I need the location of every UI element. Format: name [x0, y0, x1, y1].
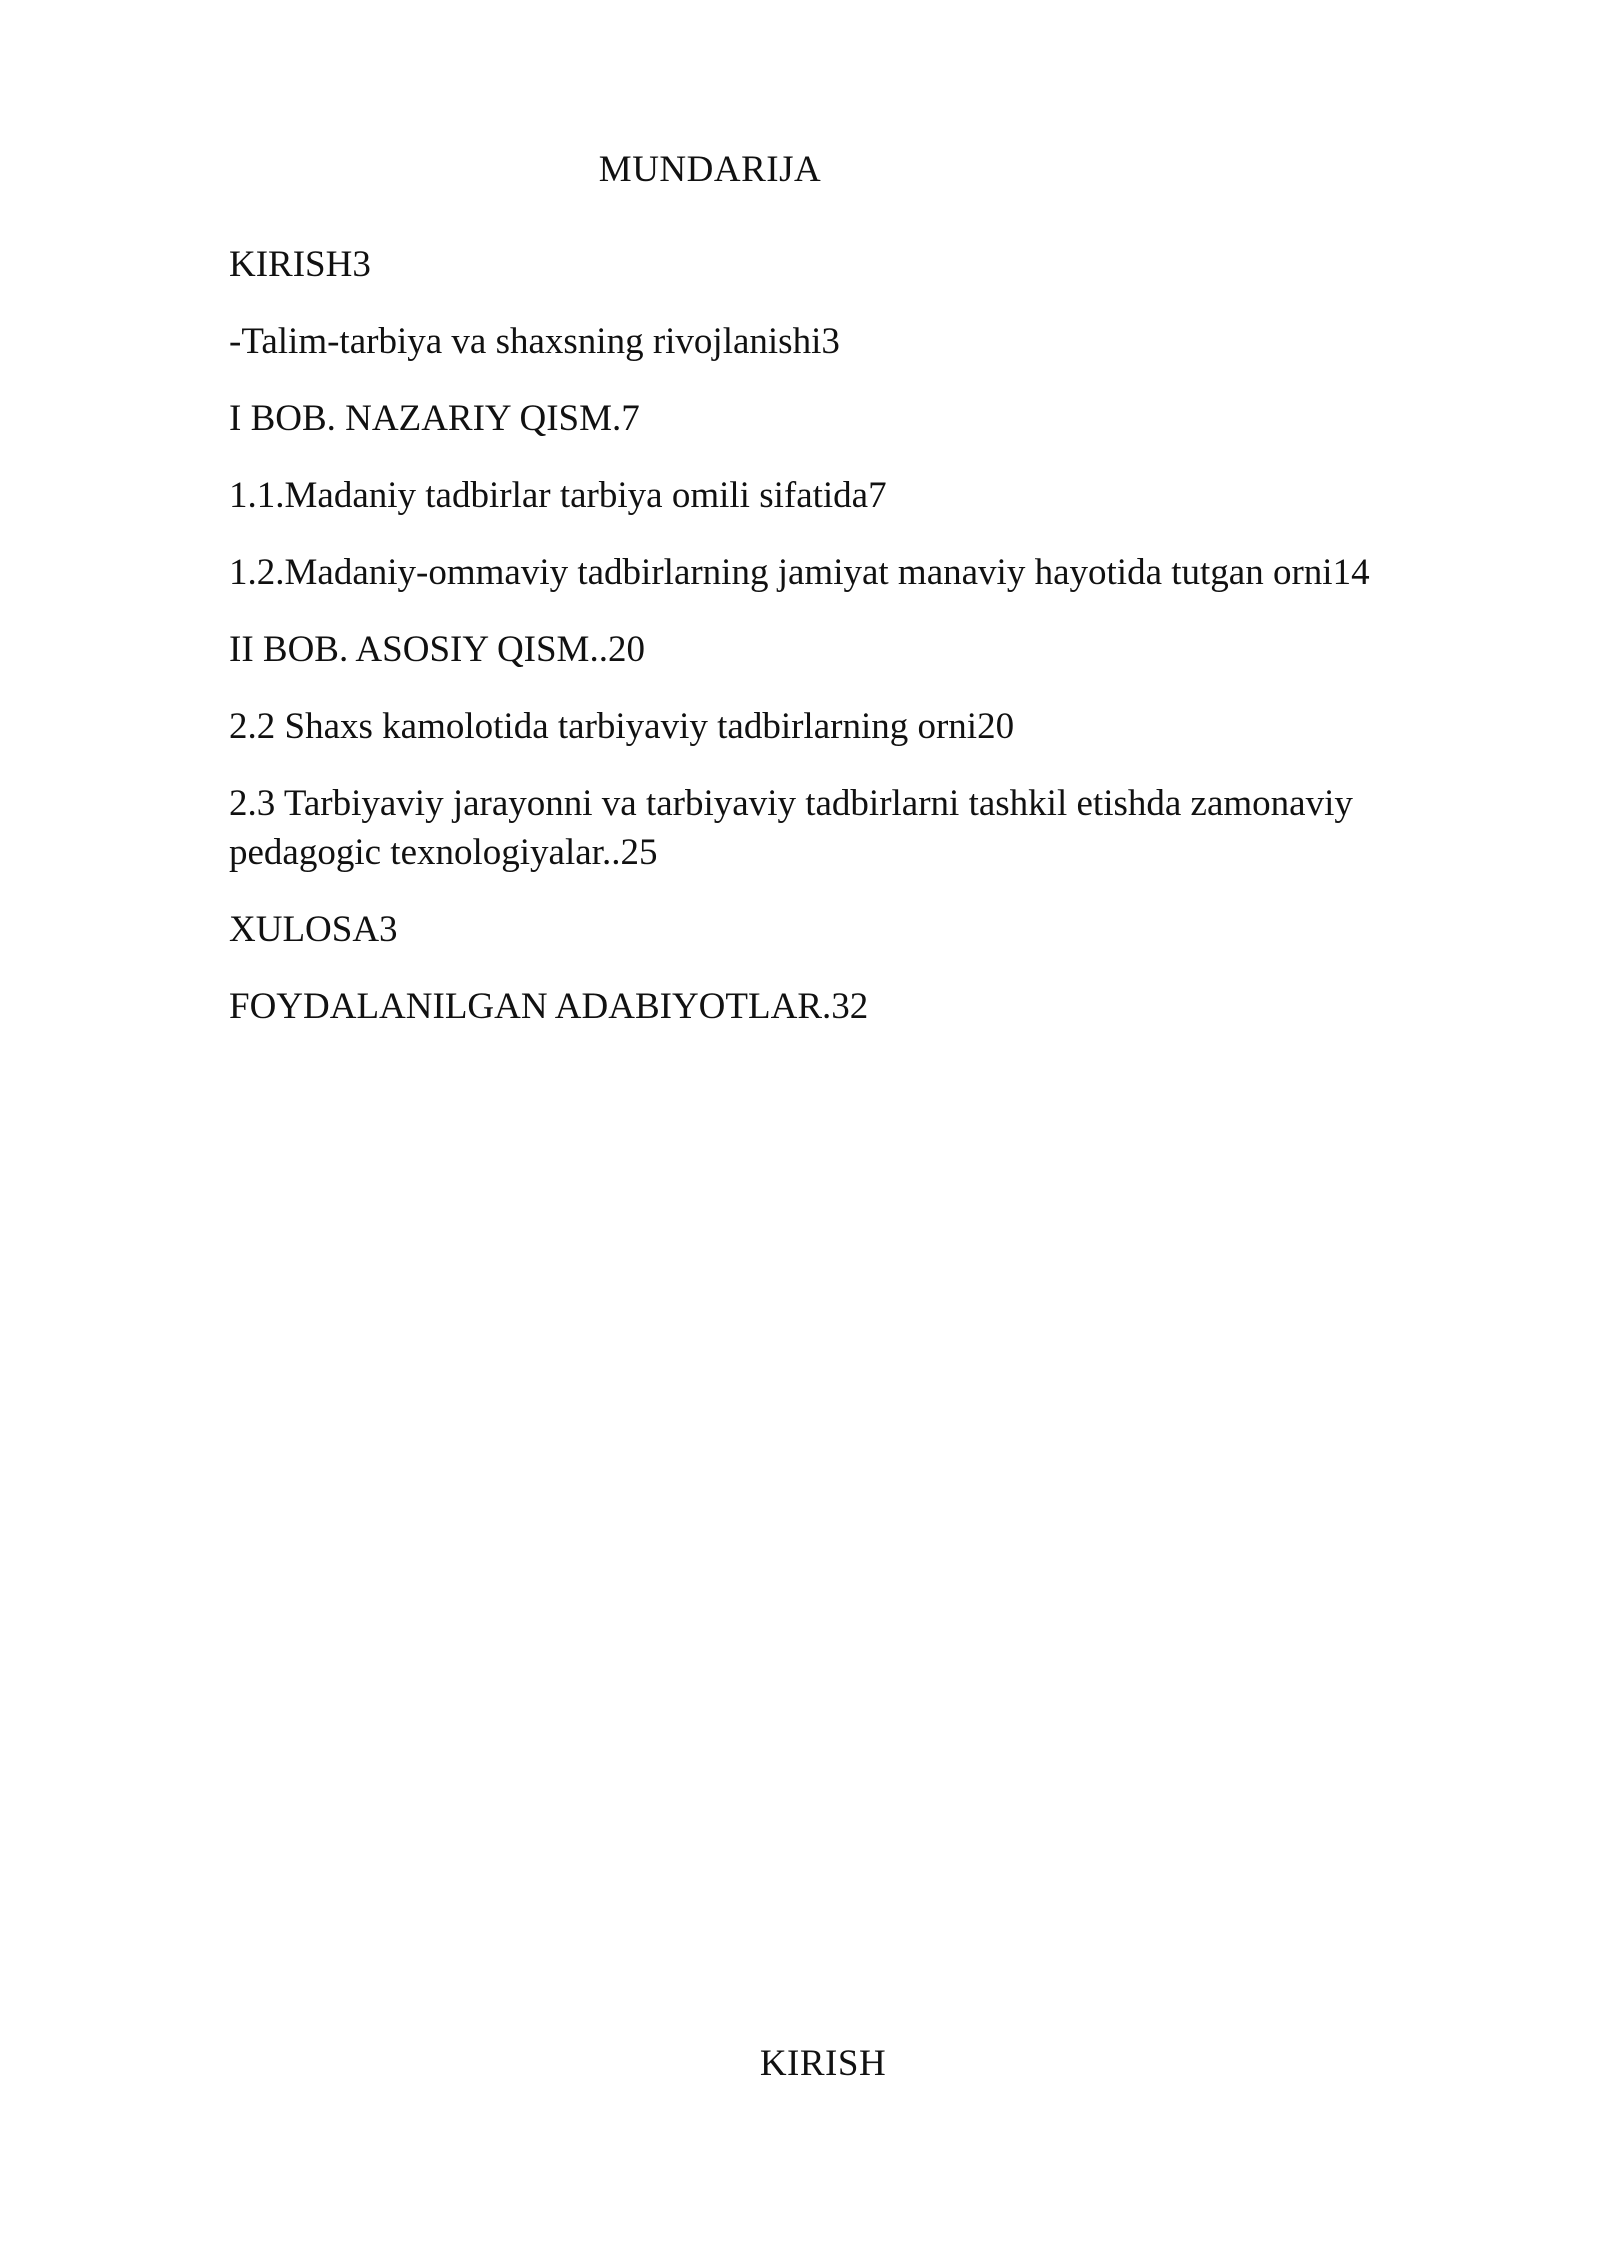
toc-entry-kirish: KIRISH3	[229, 244, 371, 285]
toc-entry-1-1: 1.1.Madaniy tadbirlar tarbiya omili sifatida7	[229, 475, 887, 516]
toc-entry-references: FOYDALANILGAN ADABIYOTLAR.32	[229, 986, 869, 1027]
section-heading-kirish: KIRISH	[759, 2043, 887, 2084]
table-of-contents	[229, 240, 1409, 1059]
toc-entry-1-2: 1.2.Madaniy-ommaviy tadbirlarning jamiyat manaviy hayotida tutgan orni14	[229, 552, 1370, 593]
toc-title: MUNDARIJA	[598, 149, 822, 190]
toc-entry-2-3: 2.3 Tarbiyaviy jarayonni va tarbiyaviy tadbirlarni tashkil etishda zamonaviy pedagogic texnologiyalar..25	[229, 783, 1353, 873]
toc-entry-2-2: 2.2 Shaxs kamolotida tarbiyaviy tadbirlarning orni20	[229, 706, 1015, 747]
toc-entry-xulosa: XULOSA3	[229, 909, 398, 950]
toc-entry-chapter-2: II BOB. ASOSIY QISM..20	[229, 629, 645, 670]
toc-entry-talim-tarbiya: -Talim-tarbiya va shaxsning rivojlanishi3	[229, 321, 840, 362]
toc-entry-chapter-1: I BOB. NAZARIY QISM.7	[229, 398, 640, 439]
